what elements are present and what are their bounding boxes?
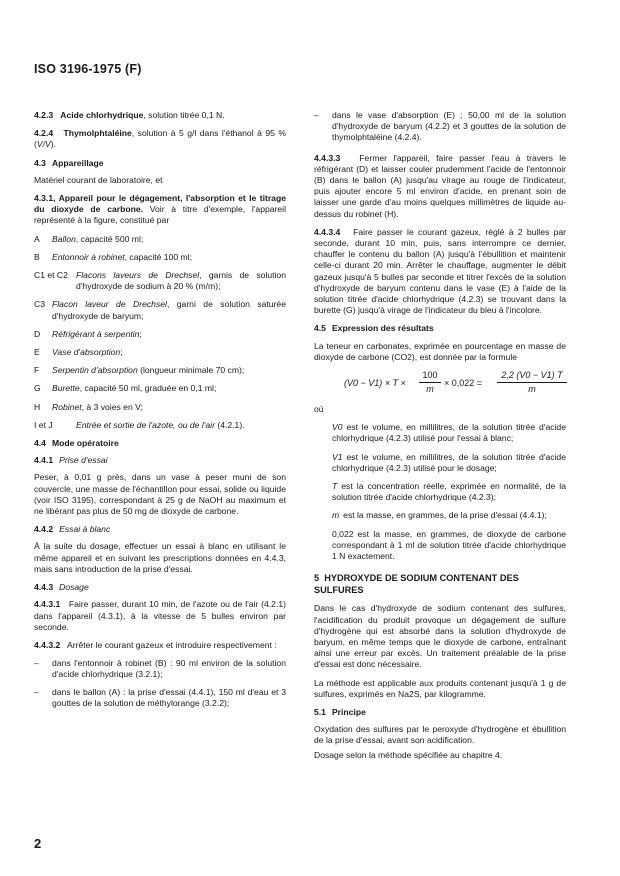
section-4-5-heading: 4.5 Expression des résultats [314, 323, 434, 334]
apparatus-key: D [34, 328, 41, 339]
variable-definition [332, 510, 566, 521]
section-4-3-heading: 4.3 Appareillage [34, 157, 104, 168]
apparatus-name: Entonnoir à robinet [52, 251, 125, 262]
section-number: 4.2.4 [34, 128, 54, 139]
apparatus-desc: , capacité 50 ml, graduée en 0,1 ml; [79, 383, 217, 394]
apparatus-key: C3 [34, 299, 45, 310]
variable-definitions [314, 422, 566, 562]
apparatus-key: C1 et C2 [34, 270, 68, 281]
apparatus-name: Ballon [52, 233, 76, 244]
apparatus-name: Flacons laveurs de Drechsel [76, 270, 200, 281]
apparatus-key: B [34, 251, 40, 262]
section-4-2-3 [34, 110, 286, 121]
variable-text: est le volume, en millilitres, de la solution titrée d'acide chlorhydrique (4.2.3) utilisé pour le dosage; [332, 451, 566, 473]
section-4-4-3-2: 4.4.3.2 Arrêter le courant gazeux et introduire respectivement : [34, 639, 277, 650]
result-formula [332, 370, 566, 398]
section-5-heading: 5 HYDROXYDE DE SODIUM CONTENANT DES SULFURES [314, 573, 519, 596]
section-4-4-2-heading: 4.4.2 Essai à blanc [34, 524, 111, 535]
section-title: Acide chlorhydrique [60, 110, 144, 120]
variable-text: est la masse, en grammes, de dioxyde de carbone correspondant à 1 ml de solution titrée d'acide chlorhydrique 1 N exactement. [332, 528, 566, 562]
apparatus-name: Serpentin d'absorption [52, 365, 138, 376]
apparatus-key: F [34, 365, 40, 376]
dash-item: – dans le ballon (A) : la prise d'essai (4.4.1), 150 ml d'eau et 3 gouttes de la solution de méthylorange (3.2.2); [34, 686, 286, 708]
apparatus-name: Burette [52, 383, 80, 394]
apparatus-item [34, 270, 286, 292]
apparatus-item [34, 329, 286, 340]
variable-definition [332, 422, 566, 444]
apparatus-item [34, 365, 286, 376]
apparatus-desc: (longueur minimale 70 cm); [137, 365, 245, 376]
apparatus-item [34, 299, 286, 321]
dash-item: – dans le vase d'absorption (E) : 50,00 ml de la solution d'hydroxyde de baryum (4.2.2) et 3 gouttes de la solution de thymolphtaléine (4.2.4). [314, 110, 566, 143]
variable-definition [332, 481, 566, 503]
section-4-4-3-heading: 4.4.3 Dosage [34, 582, 89, 593]
section-text-end: ). [50, 139, 56, 150]
variable-symbol: 0,022 [332, 528, 354, 539]
section-4-4-2-text: À la suite du dosage, effectuer un essai à blanc en utilisant le même appareil et en suivant les prescriptions données en 4.4.3, mais sans introduction de la prise d'essai. [34, 541, 286, 574]
section-4-4-1-heading: 4.4.1 Prise d'essai [34, 455, 108, 466]
apparatus-desc: , à 3 voies en V; [81, 401, 143, 412]
variable-symbol: T [332, 481, 338, 492]
variable-definition [332, 529, 566, 563]
apparatus-item [34, 420, 286, 431]
apparatus-item [34, 252, 286, 263]
apparatus-desc: , garni de solution saturée d'hydroxyde de baryum; [52, 299, 286, 321]
apparatus-desc: (4.2.1). [214, 419, 245, 430]
section-text: , solution à 5 g/l dans l'éthanol à 95 % ( [34, 128, 286, 150]
variable-definition [332, 452, 566, 474]
section-5-1-heading: 5.1 Principe [314, 706, 366, 717]
section-4-2-4 [34, 128, 286, 150]
section-4-5-text: La teneur en carbonates, exprimée en pourcentage en masse de dioxyde de carbone (CO2), est donnée par la formule [314, 340, 566, 362]
apparatus-item [34, 402, 286, 413]
section-4-4-heading: 4.4 Mode opératoire [34, 438, 119, 449]
apparatus-item [34, 383, 286, 394]
left-column [34, 110, 286, 715]
apparatus-list [34, 234, 286, 431]
apparatus-item [34, 234, 286, 245]
right-column [314, 110, 566, 768]
variable-text: est le volume, en millilitres, de la solution titrée d'acide chlorhydrique (4.2.3) utilisé pour l'essai à blanc; [332, 422, 566, 444]
section-4-4-1-text: Peser, à 0,01 g près, dans un vase à peser muni de son couvercle, une masse de l'échantillon pour essai, solide ou liquide (voir ISO 3195), correspondant à 25 g de NaOH au maximum et ne libérant pas plus de 50 mg de dioxyde de carbone. [34, 472, 286, 517]
formula-fraction-1: $\frac{100}{m}$ [419, 370, 441, 395]
apparatus-key: G [34, 383, 41, 394]
apparatus-key: I et J [34, 419, 53, 430]
apparatus-item [34, 347, 286, 358]
apparatus-key: E [34, 347, 40, 358]
apparatus-key: A [34, 233, 40, 244]
document-id-header: ISO 3196-1975 (F) [34, 62, 142, 76]
section-5-1-paragraph-2: Dosage selon la méthode spécifiée au chapitre 4. [314, 749, 503, 760]
section-title: Thymolphtaléine [63, 128, 132, 139]
apparatus-desc: ; [120, 347, 123, 358]
section-4-3-text: Matériel courant de laboratoire, et [34, 174, 163, 185]
section-4-4-3-4: 4.4.3.4 Faire passer le courant gazeux, réglé à 2 bulles par seconde, durant 10 min, puis, sans interrompre ce dernier, chauffer le contenu du ballon (A) jusqu'à l'ébullition et maintenir celle-ci durant 20 min. Arrêter le chauffage, augmenter le débit gazeux jusqu'à 5 bulles par seconde et titrer l'excès de la solution d'hydroxyde de baryum contenu dans le vase (E) à l'aide de la solution titrée d'acide chlorhydrique (4.2.3) se trouvant dans la burette (G) jusqu'à virage de l'indicateur du bleu à l'incolore. [314, 226, 566, 316]
section-4-4-3-3: 4.4.3.3 Fermer l'appareil, faire passer l'eau à travers le réfrigérant (D) et laisser couler prudemment l'acide de l'entonnoir (B) dans le ballon (A) jusqu'au virage au rouge de l'indicateur, puis ajouter encore 5 ml environ d'acide, en prenant soin de laisser une garde d'au moins quelques millimètres de liquide au-dessus du robinet (H). [314, 152, 566, 219]
apparatus-name: Réfrigérant à serpentin [52, 328, 140, 339]
section-text: , solution titrée 0,1 N. [143, 110, 225, 120]
dash-item: – dans l'entonnoir à robinet (B) : 90 ml environ de la solution d'acide chlorhydrique (3.2.1); [34, 658, 286, 680]
apparatus-name: Robinet [52, 401, 82, 412]
apparatus-name: Vase d'absorption [52, 347, 121, 358]
section-4-4-3-1: 4.4.3.1 Faire passer, durant 10 min, de l'azote ou de l'air (4.2.1) dans l'appareil (4.3.1), à la vitesse de 5 bulles environ par seconde. [34, 599, 286, 632]
variable-symbol: m [332, 510, 340, 521]
formula-left: (V0 − V1) × T × [344, 378, 406, 389]
where-label: où [314, 404, 324, 415]
variable-text: est la concentration réelle, exprimée en normalité, de la solution titrée d'acide chlorhydrique (4.2.3); [332, 481, 566, 503]
page-number: 2 [34, 836, 42, 851]
variable-text: est la masse, en grammes, de la prise d'essai (4.4.1); [343, 510, 547, 521]
section-5-paragraph-1: Dans le cas d'hydroxyde de sodium contenant des sulfures, l'acidification du produit provoque un dégagement de sulfure d'hydrogène qui est absorbé dans la solution d'hydroxyde de baryum, en même temps que le dioxyde de carbone, entraînant ainsi une erreur par excès. Un traitement préalable de la prise d'essai est donc nécessaire. [314, 603, 566, 670]
section-number: 4.2.3 [34, 110, 54, 120]
formula-fraction-2: $\frac{2,2 (V0 - V1) T}{m}$ [497, 370, 567, 395]
apparatus-name: Entrée et sortie de l'azote, ou de l'air [76, 419, 215, 430]
variable-symbol: V1 [332, 451, 343, 462]
apparatus-name: Flacon laveur de Drechsel [52, 299, 167, 310]
apparatus-key: H [34, 401, 41, 412]
apparatus-desc: ; [139, 328, 142, 339]
apparatus-desc: , garnis de solution d'hydroxyde de sodium à 20 % (m/m); [76, 270, 286, 292]
variable-symbol: V0 [332, 422, 343, 433]
apparatus-desc: , capacité 500 ml; [75, 233, 144, 244]
unit-text: V/V [36, 139, 51, 150]
apparatus-desc: , capacité 100 ml; [124, 251, 192, 262]
section-4-3-1: 4.3.1, Appareil pour le dégagement, l'absorption et le titrage du dioxyde de carbone. Voir à titre d'exemple, l'appareil représenté à la figure, constitué par [34, 193, 286, 226]
formula-mid: × 0,022 = [444, 378, 483, 389]
section-5-paragraph-2: La méthode est applicable aux produits contenant jusqu'à 1 g de sulfures, exprimés en Na2S, par kilogramme. [314, 677, 566, 699]
section-5-1-paragraph-1: Oxydation des sulfures par le peroxyde d'hydrogène et ébullition de la prise d'essai, avant son acidification. [314, 724, 566, 746]
